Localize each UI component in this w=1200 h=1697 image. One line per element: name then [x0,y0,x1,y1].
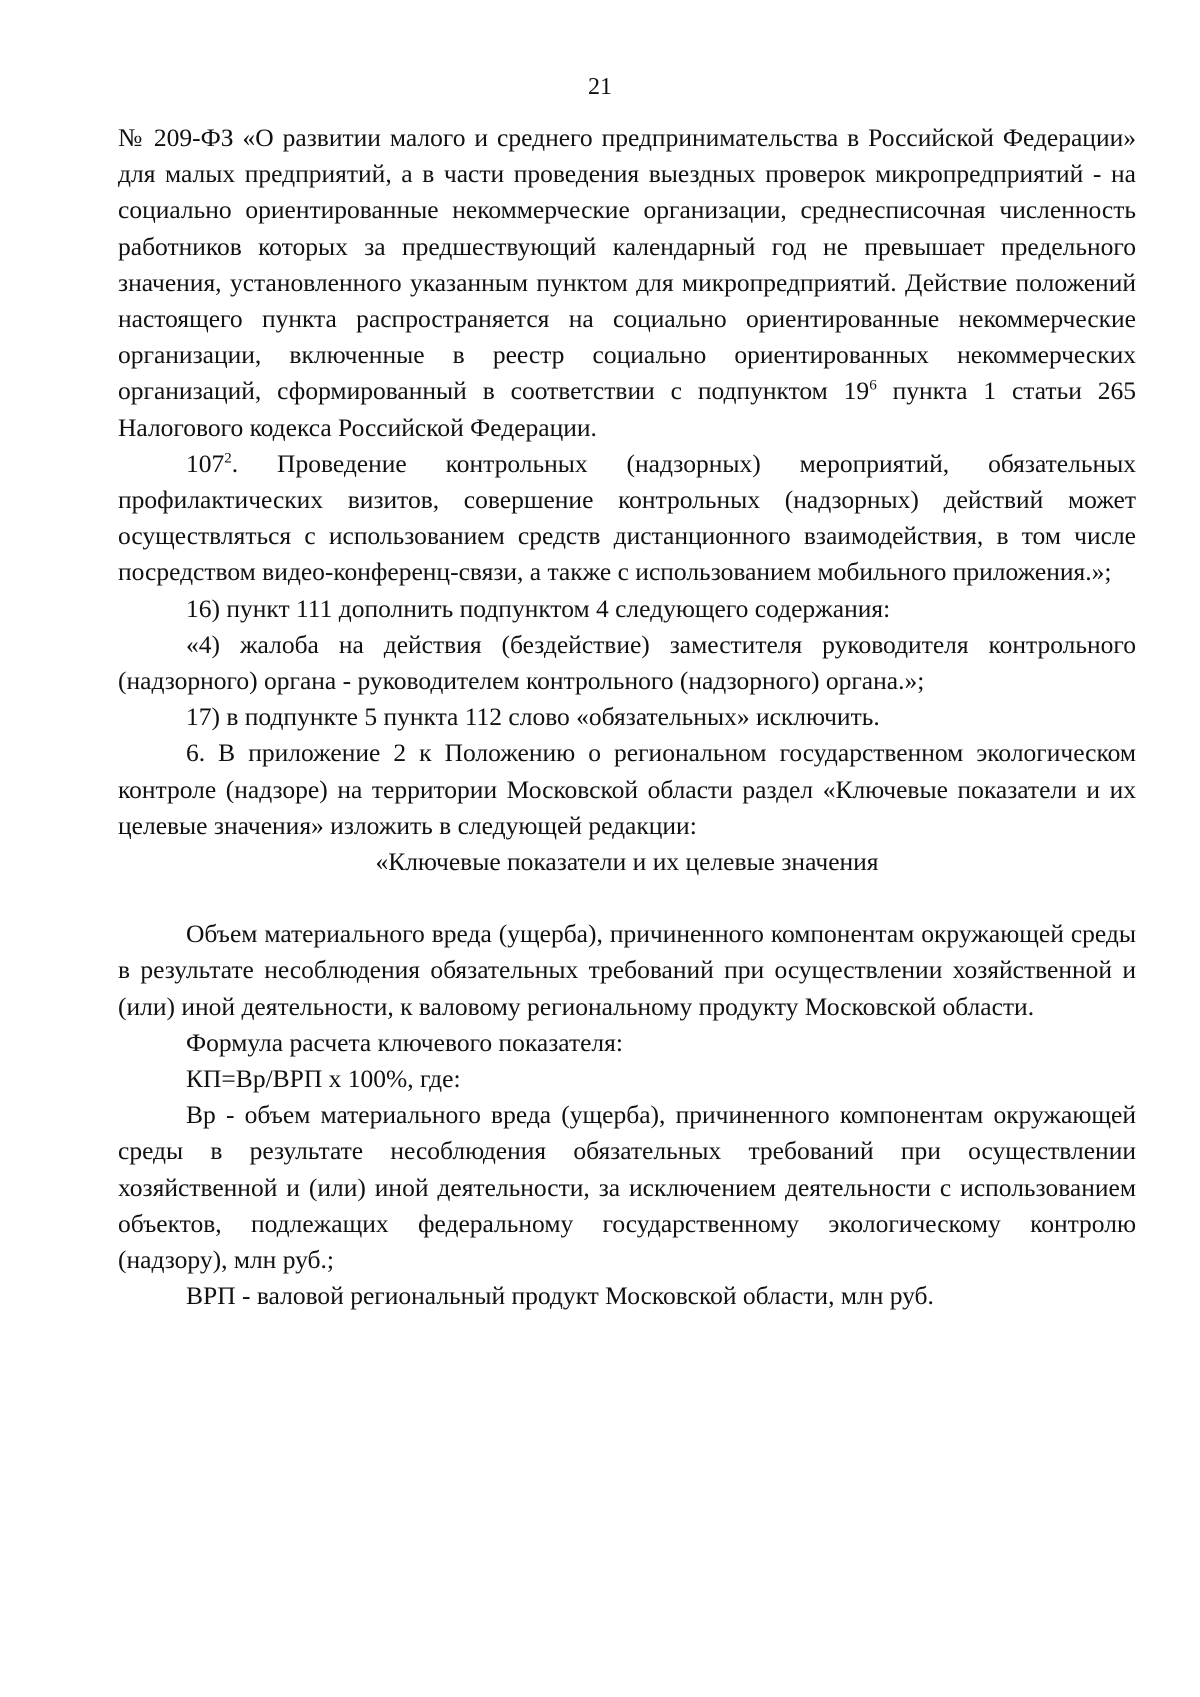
paragraph-item-17: 17) в подпункте 5 пункта 112 слово «обязательных» исключить. [186,702,880,732]
paragraph-text: . Проведение контрольных (надзорных) мероприятий, обязательных профилактических визитов, совершение контрольных (надзорных) действий может осуществляться с использованием средств дистанционного взаимодействия, в том числе посредством видео-конференц-связи, а также с использованием мобильного приложения.»; [118,448,1136,587]
section-heading: «Ключевые показатели и их целевые значения [375,847,879,877]
spacer [118,880,1136,916]
superscript: 6 [869,377,877,394]
paragraph-text: пункта 1 статьи 265 Налогового кодекса Российской Федерации. [118,376,1136,442]
clause-number: 107 [186,448,225,478]
paragraph-indicator-description: Объем материального вреда (ущерба), причиненного компонентам окружающей среды в результате несоблюдения обязательных требований при осуществлении хозяйственной и (или) иной деятельности, к валовому региональному продукту Московской области. [118,919,1136,1021]
paragraph-subitem-4: «4) жалоба на действия (бездействие) заместителя руководителя контрольного (надзорного) органа - руководителем контрольного (надзорного) органа.»; [118,629,1136,696]
paragraph-item-6: 6. В приложение 2 к Положению о региональном государственном экологическом контроле (надзоре) на территории Московской области раздел «Ключевые показатели и их целевые значения» изложить в следующей редакции: [118,738,1136,840]
paragraph-formula: КП=Вр/ВРП х 100%, где: [186,1064,461,1094]
paragraph-law-reference [118,120,1136,446]
paragraph-definition-vrp: ВРП - валовой региональный продукт Московской области, млн руб. [186,1281,934,1311]
paragraph-text: № 209-ФЗ «О развитии малого и среднего предпринимательства в Российской Федерации» для малых предприятий, а в части проведения выездных проверок микропредприятий - на социально ориентированные некоммерческие организации, среднесписочная численность работников которых за предшествующий календарный год не превышает предельного значения, установленного указанным пунктом для микропредприятий. Действие положений настоящего пункта распространяется на социально ориентированные некоммерческие организации, включенные в реестр социально ориентированных некоммерческих организаций, сформированный в соответствии с подпунктом 19 [118,123,1136,406]
paragraph-formula-intro: Формула расчета ключевого показателя: [186,1027,623,1057]
paragraph-107-2 [118,446,1136,591]
paragraph-item-16: 16) пункт 111 дополнить подпунктом 4 следующего содержания: [186,593,891,623]
paragraph-definition-vr: Вр - объем материального вреда (ущерба), причиненного компонентам окружающей среды в результате несоблюдения обязательных требований при осуществлении хозяйственной и (или) иной деятельности, за исключением деятельности с использованием объектов, подлежащих федеральному государственному экологическому контролю (надзору), млн руб.; [118,1100,1136,1275]
document-body [118,120,1136,1315]
page-number: 21 [588,74,612,100]
superscript: 2 [224,450,232,467]
